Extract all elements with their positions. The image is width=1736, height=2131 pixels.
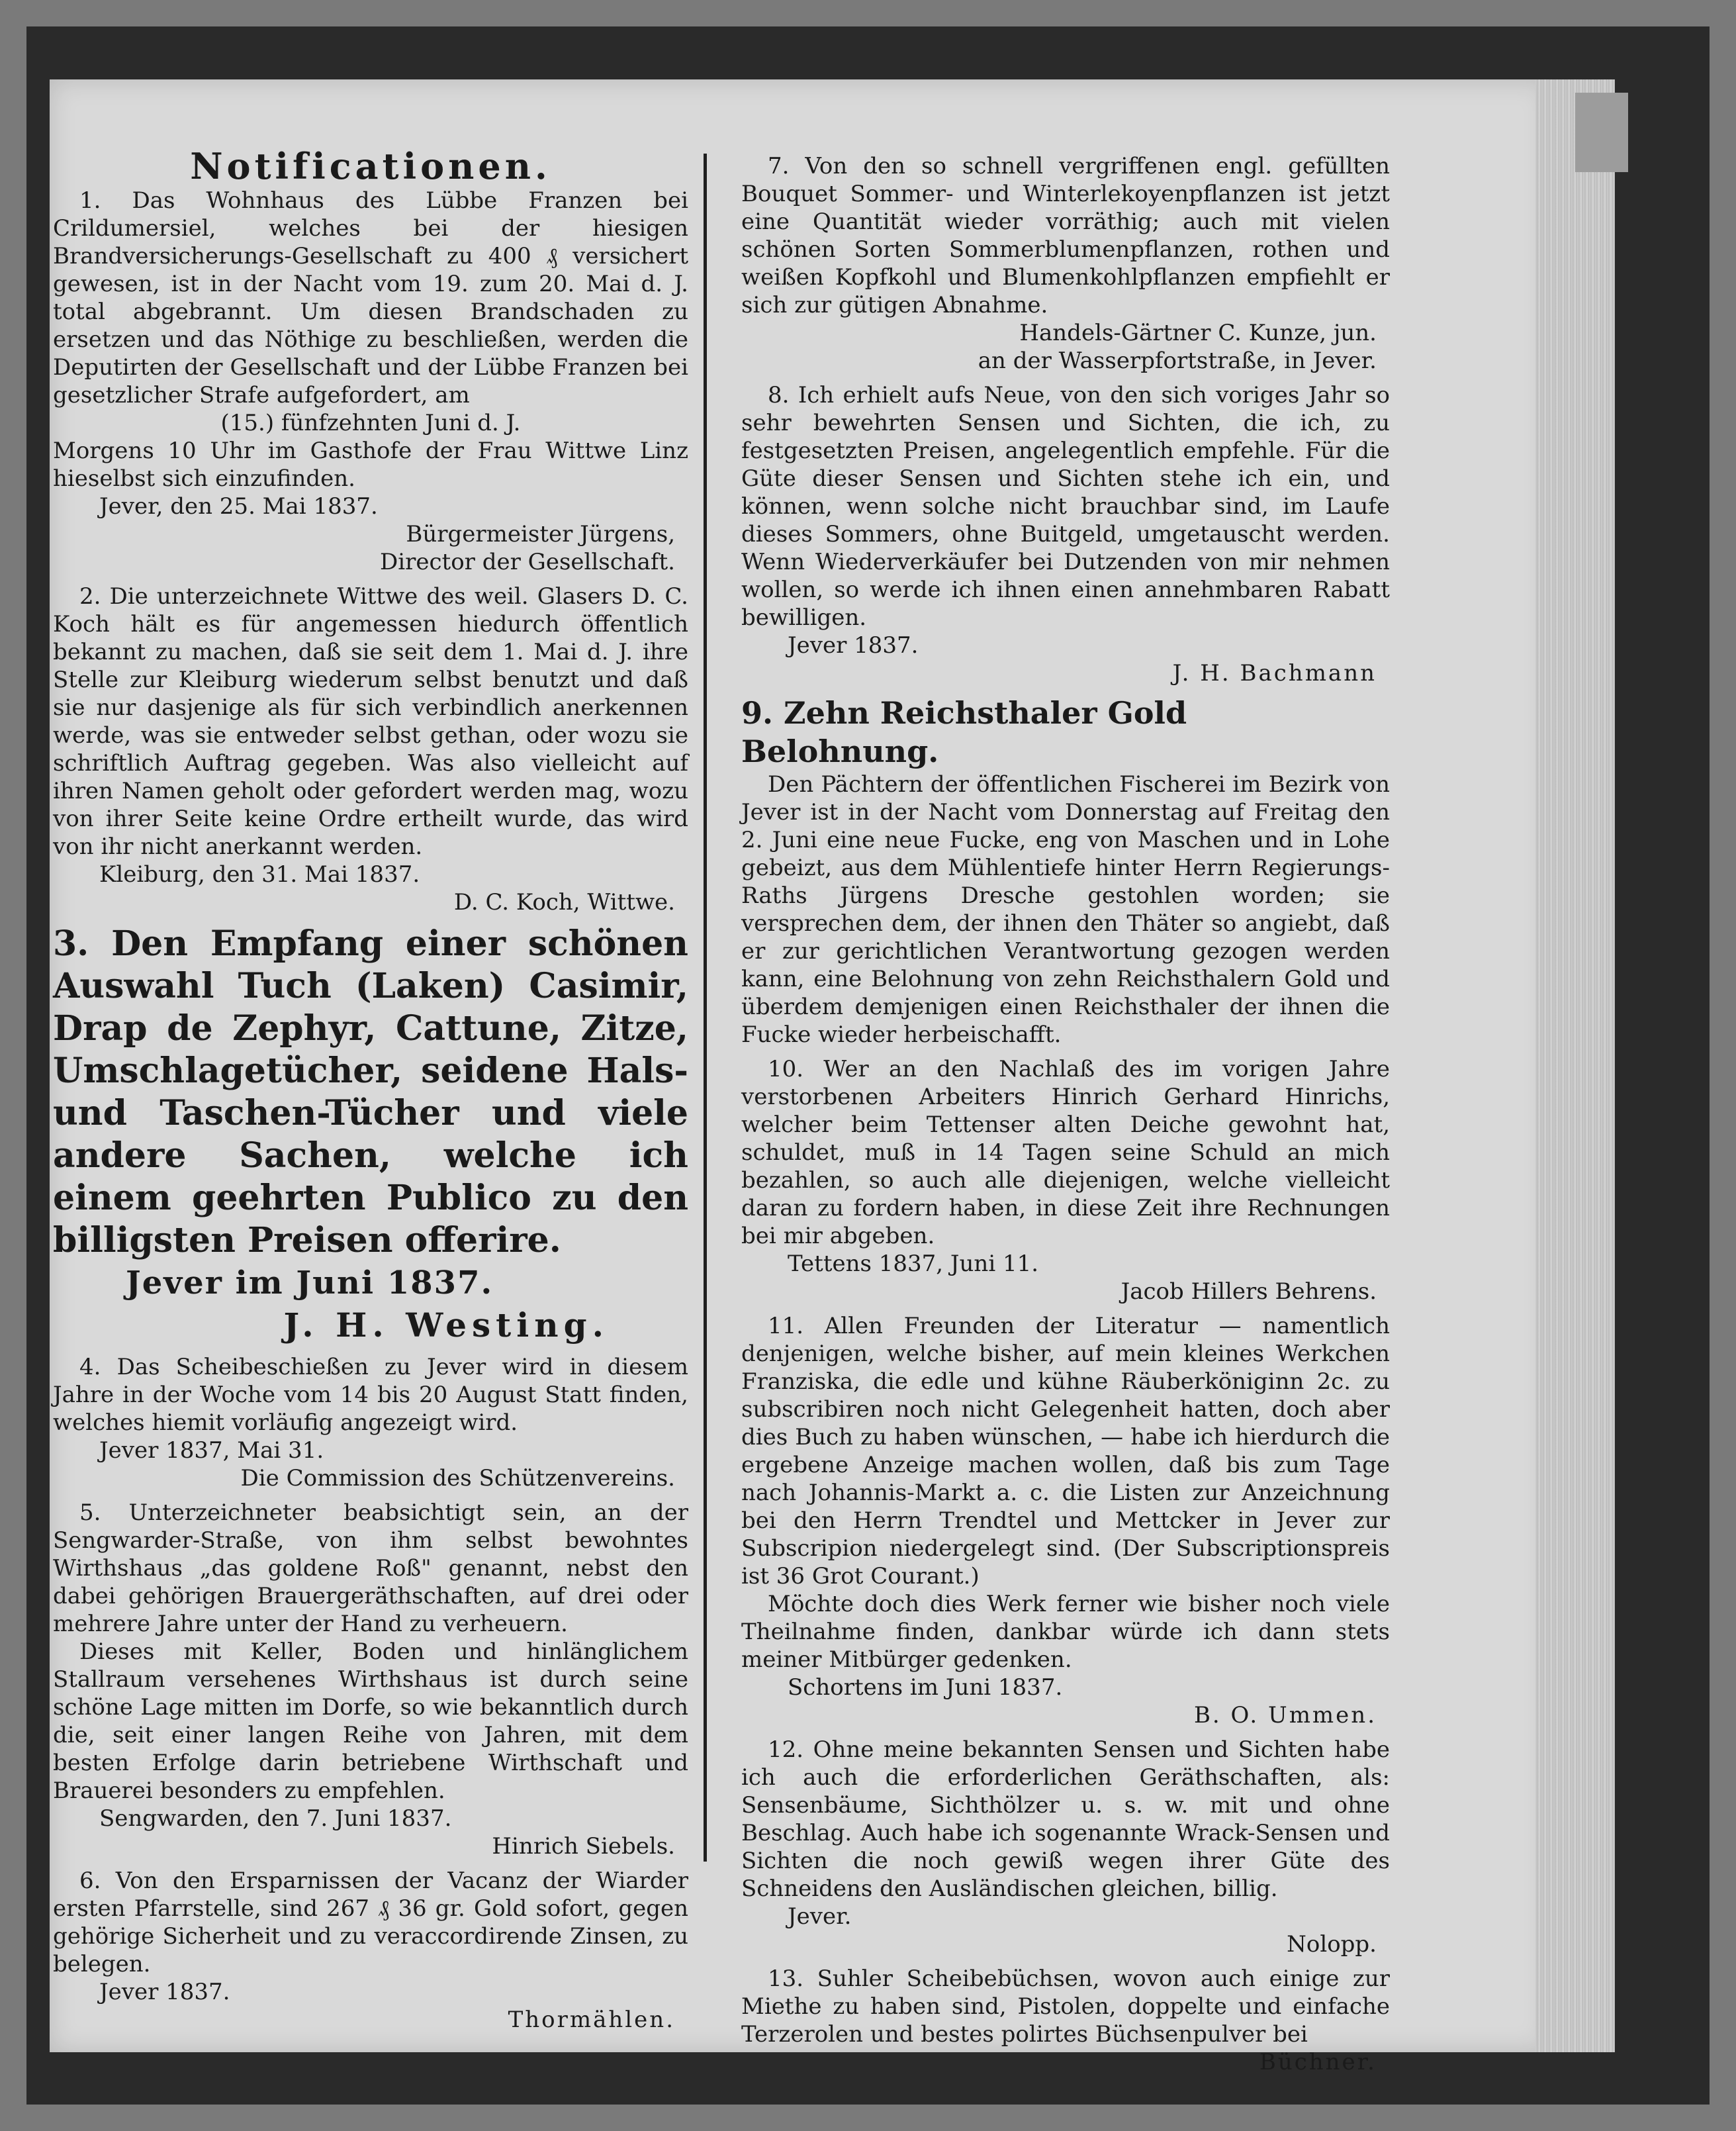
notice-signature: Bürgermeister Jürgens, — [406, 521, 675, 547]
notice-signature: D. C. Koch, Wittwe. — [453, 889, 675, 916]
column-divider — [704, 154, 707, 1862]
notice-text: 10. Wer an den Nachlaß des im vorigen Jahre verstorbenen Arbeiters Hinrich Gerhard Hinrichs, welcher beim Tettenser alten Deiche gewohnt hat, schuldet, muß in 14 Tagen seine Schuld an mich bezahlen, so auch alle diejenigen, welche vielleicht daran zu fordern haben, in diese Zeit ihre Rechnungen bei mir abgeben. — [741, 1056, 1390, 1249]
notice-signature: Nolopp. — [1287, 1931, 1377, 1958]
notice-signature: Die Commission des Schützenvereins. — [240, 1465, 675, 1492]
notice-signature: J. H. Bachmann — [1172, 660, 1377, 687]
notice-1 — [53, 187, 688, 576]
page-heading: Notificationen. — [190, 145, 551, 187]
notice-signature: J. H. Westing. — [283, 1305, 609, 1345]
notice-3 — [53, 923, 688, 1347]
notice-place-date: Jever 1837. — [99, 1979, 230, 2005]
right-column — [741, 152, 1390, 2083]
notice-13 — [741, 1965, 1390, 2076]
notice-signature: Thormählen. — [508, 2007, 675, 2033]
notice-7 — [741, 152, 1390, 375]
notice-place-date: Jever. — [788, 1903, 852, 1930]
notice-signature: Jacob Hillers Behrens. — [1120, 1278, 1377, 1305]
notice-9 — [741, 694, 1390, 1049]
notice-place-date: Jever, den 25. Mai 1837. — [99, 493, 378, 520]
notice-signature: Hinrich Siebels. — [492, 1833, 675, 1860]
notice-place-date: Kleiburg, den 31. Mai 1837. — [99, 861, 420, 888]
notice-text: 3. Den Empfang einer schönen Auswahl Tuch (Laken) Casimir, Drap de Zephyr, Cattune, Zitze, Umschlagetücher, seidene Hals- und Taschen-Tücher und viele andere Sachen, welche ich einem geehrten Publico zu den billigsten Preisen offerire. — [53, 923, 688, 1260]
notice-text: Den Pächtern der öffentlichen Fischerei im Bezirk von Jever ist in der Nacht vom Donnerstag auf Freitag den 2. Juni eine neue Fucke, eng von Maschen und in Lohe gebeizt, aus dem Mühlentiefe hinter Herrn Regierungs-Raths Jürgens Dresche gestohlen worden; sie versprechen dem, der ihnen den Thäter so angiebt, daß er zur gerichtlichen Verantwortung gezogen werden kann, eine Belohnung von zehn Reichsthalern Gold und überdem demjenigen einen Reichsthaler der ihnen die Fucke wieder herbeischafft. — [741, 771, 1390, 1048]
left-column — [53, 145, 688, 2040]
notice-text: 5. Unterzeichneter beabsichtigt sein, an der Sengwarder-Straße, von ihm selbst bewohntes Wirthshaus „das goldene Roß" genannt, nebst den dabei gehörigen Brauergeräthschaften, auf drei oder mehrere Jahre unter der Hand zu verheuern. — [53, 1499, 688, 1637]
notice-signature-title: Director der Gesellschaft. — [379, 549, 675, 575]
notice-2 — [53, 583, 688, 916]
notice-signature: Büchner. — [1259, 2049, 1377, 2075]
notice-text: 4. Das Scheibeschießen zu Jever wird in diesem Jahre in der Woche vom 14 bis 20 August Statt finden, welches hiemit vorläufig angezeigt wird. — [53, 1354, 688, 1436]
notice-signature-address: an der Wasserpfortstraße, in Jever. — [978, 348, 1377, 374]
book-spine — [1575, 93, 1628, 172]
notice-text: Dieses mit Keller, Boden und hinlänglichem Stallraum versehenes Wirthshaus ist durch seine schöne Lage mitten im Dorfe, so wie bekanntlich durch die, seit einer langen Reihe von Jahren, mit dem besten Erfolge darin betriebene Wirthschaft und Brauerei besonders zu empfehlen. — [53, 1638, 688, 1804]
notice-5 — [53, 1499, 688, 1860]
notice-text: 11. Allen Freunden der Literatur — namentlich denjenigen, welche bisher, auf mein kleines Werkchen Franziska, die edle und kühne Räuberköniginn 2c. zu subscribiren noch nicht Gelegenheit hatten, doch aber dies Buch zu haben wünschen, — habe ich hierdurch die ergebene Anzeige machen wollen, daß bis zum Tage nach Johannis-Markt a. c. die Listen zur Anzeichnung bei den Herrn Trendtel und Mettcker in Jever zur Subscripion niedergelegt sind. (Der Subscriptionspreis ist 36 Grot Courant.) — [741, 1313, 1390, 1589]
notice-10 — [741, 1055, 1390, 1305]
notice-text: 13. Suhler Scheibebüchsen, wovon auch einige zur Miethe zu haben sind, Pistolen, doppelte und einfache Terzerolen und bestes polirtes Büchsenpulver bei — [741, 1965, 1390, 2048]
notice-place-date: Jever 1837. — [788, 632, 919, 659]
notice-text: Möchte doch dies Werk ferner wie bisher noch viele Theilnahme finden, dankbar würde ich dann stets meiner Mitbürger gedenken. — [741, 1591, 1390, 1673]
notice-text: 7. Von den so schnell vergriffenen engl. gefüllten Bouquet Sommer- und Winterlekoyenpflanzen ist jetzt eine Quantität wieder vorräthig; auch mit vielen schönen Sorten Sommerblumenpflanzen, rothen und weißen Kopfkohl und Blumenkohlpflanzen empfiehlt er sich zur gütigen Abnahme. — [741, 153, 1390, 318]
notice-text: 2. Die unterzeichnete Wittwe des weil. Glasers D. C. Koch hält es für angemessen hiedurch öffentlich bekannt zu machen, daß sie seit dem 1. Mai d. J. ihre Stelle zur Kleiburg wiederum selbst benutzt und daß sie nur dasjenige als für sich verbindlich anerkennen werde, was sie entweder selbst gethan, oder wozu sie schriftlich Auftrag gegeben. Was also vielleicht auf ihren Namen geholt oder gefordert werden mag, wozu von ihrer Seite keine Ordre ertheilt wurde, das wird von ihr nicht anerkannt werden. — [53, 583, 688, 860]
notice-text: 1. Das Wohnhaus des Lübbe Franzen bei Crildumersiel, welches bei der hiesigen Brandversicherungs-Gesellschaft zu 400 ₰ versichert gewesen, ist in der Nacht vom 19. zum 20. Mai d. J. total abgebrannt. Um diesen Brandschaden zu ersetzen und das Nöthige zu beschließen, werden die Deputirten der Gesellschaft und der Lübbe Franzen bei gesetzlicher Strafe aufgefordert, am — [53, 187, 688, 408]
page-edge-stack — [1535, 79, 1615, 2052]
notice-signature: Handels-Gärtner C. Kunze, jun. — [1019, 320, 1377, 346]
notice-6 — [53, 1867, 688, 2034]
notice-text: 12. Ohne meine bekannten Sensen und Sichten habe ich auch die erforderlichen Geräthschaften, als: Sensenbäume, Sichthölzer u. s. w. mit und ohne Beschlag. Auch habe ich sogenannte Wrack-Sensen und Sichten die noch gewiß wegen ihrer Güte des Schneidens den Ausländischen gleichen, billig. — [741, 1736, 1390, 1902]
notice-place-date: Tettens 1837, Juni 11. — [788, 1251, 1039, 1277]
notice-place-date: Jever im Juni 1837. — [126, 1264, 494, 1302]
notice-12 — [741, 1736, 1390, 1958]
notice-place-date: Jever 1837, Mai 31. — [99, 1437, 324, 1464]
notice-place-date: Schortens im Juni 1837. — [788, 1674, 1063, 1701]
notice-4 — [53, 1353, 688, 1492]
notice-date-line: (15.) fünfzehnten Juni d. J. — [220, 410, 521, 436]
notice-signature: B. O. Ummen. — [1193, 1702, 1377, 1728]
notice-text: 8. Ich erhielt aufs Neue, von den sich voriges Jahr so sehr bewehrten Sensen und Sichten, die ich, zu festgesetzten Preisen, angelegentlich empfehle. Für die Güte dieser Sensen und Sichten stehe ich ein, und können, wenn solche nicht brauchbar sind, im Laufe dieses Sommers, ohne Buitgeld, umgetauscht werden. Wenn Wiederverkäufer bei Dutzenden von mir nehmen wollen, so werde ich ihnen einen annehmbaren Rabatt bewilligen. — [741, 382, 1390, 631]
notice-title: 9. Zehn Reichsthaler Gold Belohnung. — [741, 695, 1187, 769]
notice-text: 6. Von den Ersparnissen der Vacanz der Wiarder ersten Pfarrstelle, sind 267 ₰ 36 gr. Gold sofort, gegen gehörige Sicherheit und zu veraccordirende Zinsen, zu belegen. — [53, 1868, 688, 1977]
notice-text: Morgens 10 Uhr im Gasthofe der Frau Wittwe Linz hieselbst sich einzufinden. — [53, 438, 688, 492]
notice-8 — [741, 381, 1390, 687]
notice-place-date: Sengwarden, den 7. Juni 1837. — [99, 1805, 452, 1832]
notice-11 — [741, 1312, 1390, 1729]
